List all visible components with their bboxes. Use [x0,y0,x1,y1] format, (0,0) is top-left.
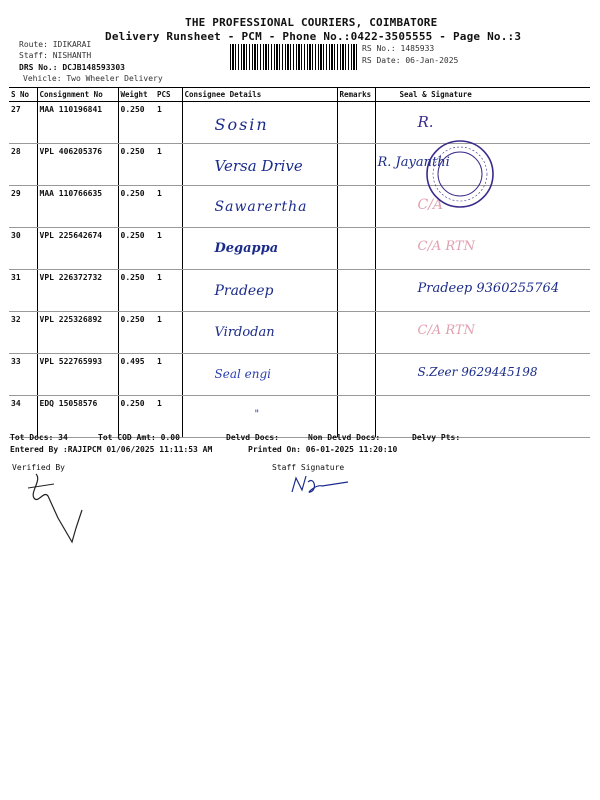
barcode-icon [230,44,358,70]
pieces: 1 [155,102,182,144]
verifier-signature-icon [24,470,84,550]
staff-signature-icon [288,472,350,496]
company-name: THE PROFESSIONAL COURIERS, COIMBATORE [185,16,438,29]
rs-number: RS No.: 1485933 [362,44,435,53]
entered-by: Entered By :RAJIPCM 01/06/2025 11:11:53 AM [10,445,213,454]
consignee-details [182,354,337,396]
remarks [337,144,375,186]
signature-handwriting: Pradeep 9360255764 [417,281,560,296]
weight: 0.495 [118,354,155,396]
consignee-details [182,144,337,186]
table-row [9,144,590,186]
remarks [337,312,375,354]
remarks [337,354,375,396]
remarks [337,228,375,270]
table-row [9,396,590,438]
printed-on: Printed On: 06-01-2025 11:20:10 [248,445,398,454]
pieces: 1 [155,186,182,228]
col-pcs: PCS [155,88,182,102]
signature-handwriting: R. Jayanthi [377,155,450,170]
consignee-handwriting: Pradeep [214,283,274,299]
signature-handwriting: C/A RTN [417,323,475,338]
serial-number: 28 [9,144,37,186]
remarks [337,102,375,144]
col-remarks: Remarks [337,88,375,102]
signature-handwriting: C/A [417,197,444,213]
consignment-number: VPL 225642674 [37,228,118,270]
weight: 0.250 [118,396,155,438]
total-cod: Tot COD Amt: 0.00 [98,433,180,442]
signature-handwriting: C/A RTN [417,239,475,254]
staff-signature-label: Staff Signature [272,463,345,472]
serial-number: 29 [9,186,37,228]
drs-number: DRS No.: DCJB148593303 [19,63,125,72]
pieces: 1 [155,228,182,270]
consignment-number: EDQ 15058576 [37,396,118,438]
weight: 0.250 [118,270,155,312]
consignee-details [182,396,337,438]
delivery-points: Delvy Pts: [412,433,461,442]
serial-number: 30 [9,228,37,270]
serial-number: 34 [9,396,37,438]
weight: 0.250 [118,186,155,228]
remarks [337,396,375,438]
pieces: 1 [155,354,182,396]
table-row [9,354,590,396]
signature-handwriting: R. [417,113,434,131]
weight: 0.250 [118,144,155,186]
total-docs: Tot Docs: 34 [10,433,68,442]
seal-signature [375,354,590,396]
pieces: 1 [155,312,182,354]
table-row [9,228,590,270]
consignment-number: VPL 406205376 [37,144,118,186]
pieces: 1 [155,396,182,438]
verified-by-label: Verified By [12,463,65,472]
non-delivered-docs: Non Delvd Docs: [308,433,381,442]
seal-signature [375,312,590,354]
table-header-row [9,88,590,102]
serial-number: 33 [9,354,37,396]
rs-date: RS Date: 06-Jan-2025 [362,56,459,65]
col-signature: Seal & Signature [375,88,590,102]
pieces: 1 [155,144,182,186]
vehicle-label: Vehicle: Two Wheeler Delivery [23,74,163,83]
table-row [9,312,590,354]
serial-number: 31 [9,270,37,312]
pieces: 1 [155,270,182,312]
signature-handwriting [378,399,589,407]
weight: 0.250 [118,228,155,270]
seal-stamp-icon [424,138,496,210]
consignment-number: MAA 110766635 [37,186,118,228]
consignee-details [182,186,337,228]
consignee-handwriting: " [254,409,260,420]
serial-number: 27 [9,102,37,144]
consignee-details [182,228,337,270]
consignment-number: VPL 225326892 [37,312,118,354]
consignee-handwriting: Virdodan [214,325,275,340]
consignee-details [182,312,337,354]
table-row [9,186,590,228]
consignment-number: MAA 110196841 [37,102,118,144]
table-row [9,102,590,144]
remarks [337,186,375,228]
table-row [9,270,590,312]
remarks [337,270,375,312]
weight: 0.250 [118,102,155,144]
col-weight: Weight [118,88,155,102]
staff-label: Staff: NISHANTH [19,51,92,60]
serial-number: 32 [9,312,37,354]
seal-signature [375,270,590,312]
col-consignee: Consignee Details [182,88,337,102]
weight: 0.250 [118,312,155,354]
consignee-handwriting: Sosin [214,115,269,134]
consignee-details [182,102,337,144]
runsheet-table [9,87,590,438]
consignee-handwriting: Versa Drive [214,157,303,175]
consignment-number: VPL 522765993 [37,354,118,396]
col-consignment: Consignment No [37,88,118,102]
seal-signature [375,228,590,270]
runsheet-title: Delivery Runsheet - PCM - Phone No.:0422-3505555 - Page No.:3 [105,30,522,43]
route-label: Route: IDIKARAI [19,40,92,49]
col-sno: S No [9,88,37,102]
consignee-details [182,270,337,312]
consignee-handwriting: Sawarertha [214,199,308,215]
consignee-handwriting: Degappa [214,241,279,256]
consignee-handwriting: Seal engi [214,367,271,381]
delivered-docs: Delvd Docs: [226,433,279,442]
signature-handwriting: S.Zeer 9629445198 [417,365,538,379]
consignment-number: VPL 226372732 [37,270,118,312]
seal-signature [375,396,590,438]
